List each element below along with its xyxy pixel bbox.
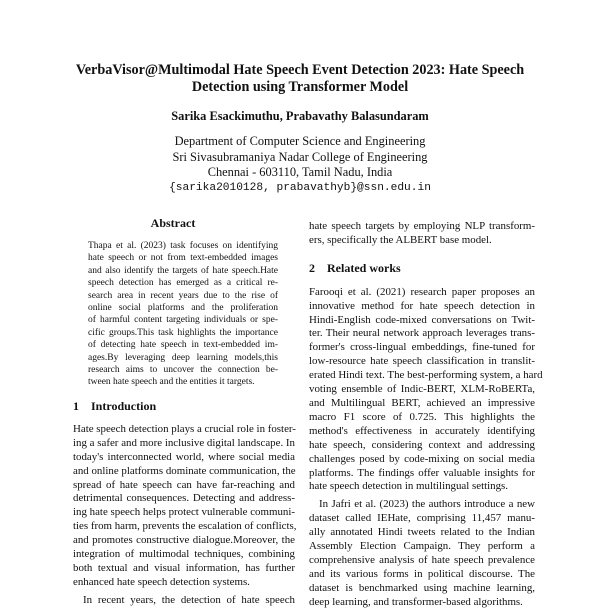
paragraph-line: today's interconnected world, where social media (73, 450, 295, 463)
paragraph-line: speech detection has emerged as a critical re- (88, 278, 278, 289)
paragraph-line: hate speech targets by employing NLP transform- (309, 220, 535, 232)
paragraph-line: former's cross-lingual embeddings, fine-tuned for (309, 341, 535, 354)
affiliation-department: Department of Computer Science and Engineering (174, 134, 426, 148)
paragraph-line: tween hate speech and the entities it targets. (88, 377, 255, 388)
title-line-1: VerbaVisor@Multimodal Hate Speech Event Detection 2023: Hate Speech (75, 62, 525, 78)
paragraph-line: Hindi-English code-mixed conversations on Twit- (309, 313, 535, 326)
intro-paragraph-2-line: In recent years, the detection of hate speech (83, 593, 295, 606)
paragraph-line: dataset called IEHate, comprising 11,457 manu- (309, 512, 535, 525)
paragraph-line: In Jafri et al. (2023) the authors introduce a new (319, 498, 535, 511)
paragraph-line: dataset is benchmarked using machine learning, (309, 581, 535, 594)
paragraph-line: Thapa et al. (2023) task focuses on identifying (88, 241, 278, 251)
section-title: Related works (327, 260, 401, 275)
paragraph-line: comprehensive analysis of hate speech prevalence (309, 553, 535, 566)
paragraph-line: method's effectiveness in accurately identifying (309, 424, 535, 437)
abstract-heading: Abstract (150, 216, 196, 230)
paper-title (40, 62, 560, 96)
paragraph-line: and also identify the targets of hate speech.Hate (88, 265, 278, 276)
paragraph-line: platforms. The findings offer valuable insights for (309, 466, 535, 479)
paragraph-line: ing hate speech helps protect vulnerable communi- (73, 506, 295, 519)
paragraph-line: ing a safer and more inclusive digital landscape. In (73, 436, 295, 449)
paragraph-line: and online platforms dominate communication, the (73, 464, 296, 477)
paragraph-line: erated Hindi text. The best-performing system, a hard (309, 369, 543, 382)
title-line-2: Detection using Transformer Model (191, 79, 409, 95)
paragraph-line: online social platforms and the proliferation (88, 303, 278, 314)
author-emails: {sarika2010128, prabavathyb}@ssn.edu.in (169, 181, 431, 194)
paragraph-line: of detecting hate speech in text-embedded im- (88, 340, 278, 351)
paragraph-line: ers, specifically the ALBERT base model. (309, 233, 492, 246)
paragraph-line: voting ensemble of Indic-BERT, XLM-RoBERTa, (309, 383, 535, 396)
paragraph-line: Assembly Election Campaign. They perform a (309, 540, 535, 553)
paragraph-line: and promotes constructive dialogue.Moreover, the (73, 534, 295, 547)
paragraph-line: innovative method for hate speech detection in (309, 299, 535, 312)
affiliation-college: Sri Sivasubramaniya Nadar College of Engineering (172, 149, 428, 164)
section-heading-related-works (309, 262, 535, 276)
paragraph-line: enhanced hate speech detection systems. (73, 575, 250, 588)
related-paragraph-2 (309, 498, 535, 609)
right-column (309, 220, 543, 610)
section-number: 1 (73, 399, 79, 413)
paragraph-line: hate speech, considering context and addressing (309, 438, 535, 451)
section-title: Introduction (91, 399, 157, 413)
affiliation-city: Chennai - 603110, Tamil Nadu, India (207, 165, 393, 179)
intro-paragraph-1 (73, 423, 295, 590)
paragraph-line: research aims to uncover the connection be- (88, 365, 278, 376)
paragraph-line: hate speech detection in multilingual settings. (309, 480, 509, 493)
paragraph-line: and Multilingual BERT, achieved an impressive (309, 396, 535, 409)
author-list: Sarika Esackimuthu, Prabavathy Balasundaram (171, 109, 429, 123)
section-heading-introduction (73, 400, 295, 414)
abstract-body (88, 240, 278, 389)
paragraph-line: Hate speech detection plays a crucial role in foster- (73, 422, 296, 435)
paragraph-line: macro F1 score of 0.725. This highlights the (309, 410, 535, 423)
paragraph-line: integration of multimodal techniques, combining (73, 548, 295, 561)
paragraph-line: low-resource hate speech classification in translit- (309, 355, 535, 368)
paragraph-line: ties from harm, prevents the escalation of conflicts, (73, 520, 297, 533)
paragraph-line: Farooqi et al. (2021) research paper proposes an (309, 285, 535, 298)
paragraph-line: ally annotated Hindi tweets related to the Indian (309, 526, 535, 539)
paragraph-line: detrimental consequences. Detecting and address- (73, 492, 295, 505)
paragraph-line: cific groups.This task highlights the importance (88, 327, 278, 338)
continuation-paragraph (309, 220, 535, 248)
paragraph-line: deep learning, and transformer-based algorithms. (309, 595, 523, 608)
paragraph-line: and its various forms in political discourse. The (309, 567, 535, 580)
related-paragraph-1 (309, 285, 543, 495)
left-column (73, 400, 295, 608)
affiliation-block (40, 134, 560, 196)
paragraph-line: hate speech or not from text-embedded images (88, 253, 278, 264)
paragraph-line: ter. Their neural network approach leverages trans- (309, 327, 535, 340)
paragraph-line: challenges posed by code-mixing on social media (309, 452, 535, 465)
paragraph-line: ages.By leveraging deep learning models,this (88, 352, 278, 363)
paragraph-line: search area in recent years due to the rise of (88, 290, 278, 301)
paragraph-line: of harmful content targeting individuals or spe- (88, 315, 278, 326)
section-number: 2 (309, 260, 315, 275)
paragraph-line: both textual and visual information, has further (73, 561, 295, 574)
paragraph-line: spread of hate speech can have far-reaching and (73, 478, 295, 491)
